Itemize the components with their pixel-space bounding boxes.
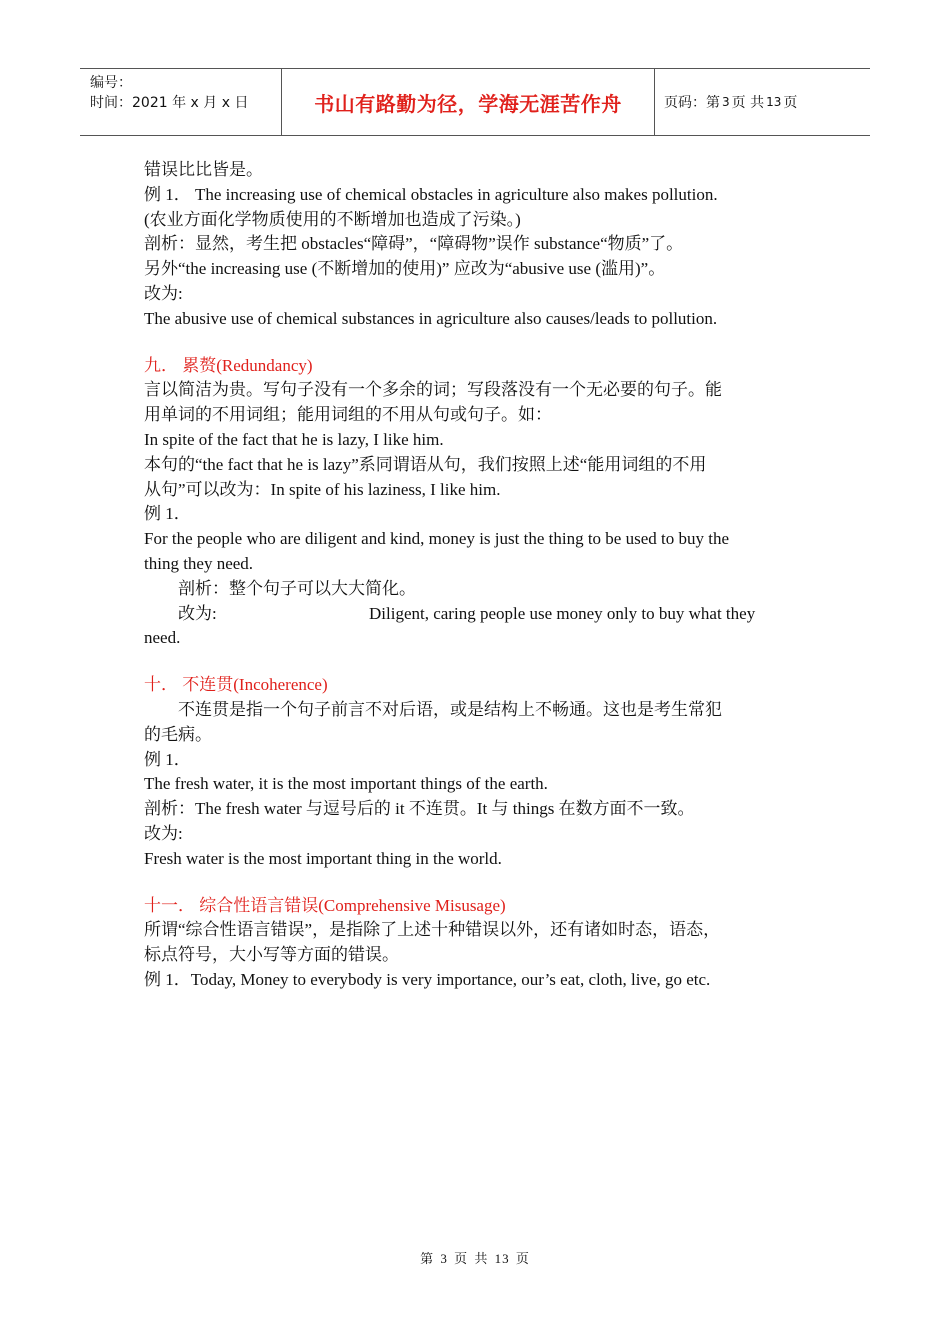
correction-label: 改为:	[178, 603, 217, 623]
section-heading-incoherence: 十． 不连贯(Incoherence)	[144, 675, 328, 695]
analysis-line: 剖析：显然，考生把 obstacles“障碍”，“障碍物”误作 substance“物质”了。	[144, 234, 684, 254]
example-label: 例 1．	[144, 749, 191, 769]
page-footer	[0, 1248, 950, 1267]
example-line: thing they need.	[144, 553, 254, 573]
footer-a: 第	[420, 1251, 435, 1266]
paragraph: 标点符号，大小写等方面的错误。	[144, 945, 399, 965]
header-motto: 书山有路勤为径，学海无涯苦作舟	[282, 69, 655, 135]
page-suffix: 页	[783, 95, 798, 111]
page-prefix: 页码：第	[664, 95, 720, 111]
code-label: 编号：	[90, 75, 132, 91]
footer-page-total: 13	[494, 1251, 510, 1266]
paragraph: 不连贯是指一个句子前言不对后语，或是结构上不畅通。这也是考生常犯	[178, 699, 722, 719]
paragraph: 错误比比皆是。	[144, 160, 263, 179]
paragraph: 言以简洁为贵。写句子没有一个多余的词；写段落没有一个无必要的句子。能	[144, 380, 722, 400]
example-line: For the people who are diligent and kind, money is just the thing to be used to buy the	[144, 529, 729, 549]
page-mid: 页 共	[731, 95, 765, 111]
page-total: 13	[766, 95, 782, 109]
example-line: 例 1．Today, Money to everybody is very importance, our’s eat, cloth, live, go etc.	[144, 969, 711, 989]
correction-line: need.	[144, 628, 181, 648]
correction-line: Fresh water is the most important thing in the world.	[144, 848, 502, 868]
section-heading-redundancy: 九． 累赘(Redundancy)	[144, 355, 313, 375]
correction-label: 改为:	[144, 283, 183, 303]
footer-page-number: 3	[440, 1251, 448, 1266]
header-page-info	[655, 69, 870, 135]
paragraph: 从句”可以改为：In spite of his laziness, I like him.	[144, 479, 501, 499]
paragraph: 用单词的不用词组；能用词组的不用从句或句子。如：	[144, 405, 552, 425]
footer-b: 页	[454, 1251, 469, 1266]
section-heading-comprehensive: 十一． 综合性语言错误(Comprehensive Misusage)	[144, 895, 506, 915]
header-meta	[80, 69, 282, 135]
time-label: 时间：2021 年 x 月 x 日	[90, 95, 249, 111]
example-label: 例 1．	[144, 504, 191, 524]
analysis-line: 剖析：整个句子可以大大简化。	[178, 578, 416, 598]
paragraph: 的毛病。	[144, 724, 212, 744]
example-sentence: In spite of the fact that he is lazy, I like him.	[144, 429, 444, 449]
correction-line: The abusive use of chemical substances in agriculture also causes/leads to pollution.	[144, 308, 718, 328]
correction-text: Diligent, caring people use money only to buy what they	[369, 603, 756, 623]
analysis-line: 另外“the increasing use (不断增加的使用)” 应改为“abusive use (滥用)”。	[144, 259, 666, 279]
analysis-line: 剖析：The fresh water 与逗号后的 it 不连贯。It 与 things 在数方面不一致。	[144, 799, 695, 819]
footer-c: 共	[474, 1251, 489, 1266]
document-body	[144, 158, 814, 993]
paragraph: 本句的“the fact that he is lazy”系同谓语从句，我们按照上述“能用词组的不用	[144, 454, 707, 474]
page-number: 3	[722, 95, 730, 109]
example-line: 例 1． The increasing use of chemical obstacles in agriculture also makes pollution.	[144, 184, 718, 204]
footer-d: 页	[515, 1251, 530, 1266]
paragraph: 所谓“综合性语言错误”，是指除了上述十种错误以外，还有诸如时态，语态，	[144, 920, 721, 940]
correction-line	[144, 602, 814, 627]
example-line: The fresh water, it is the most important things of the earth.	[144, 774, 548, 794]
correction-label: 改为:	[144, 823, 183, 843]
page-header	[80, 68, 870, 136]
translation-line: (农业方面化学物质使用的不断增加也造成了污染。)	[144, 209, 521, 229]
